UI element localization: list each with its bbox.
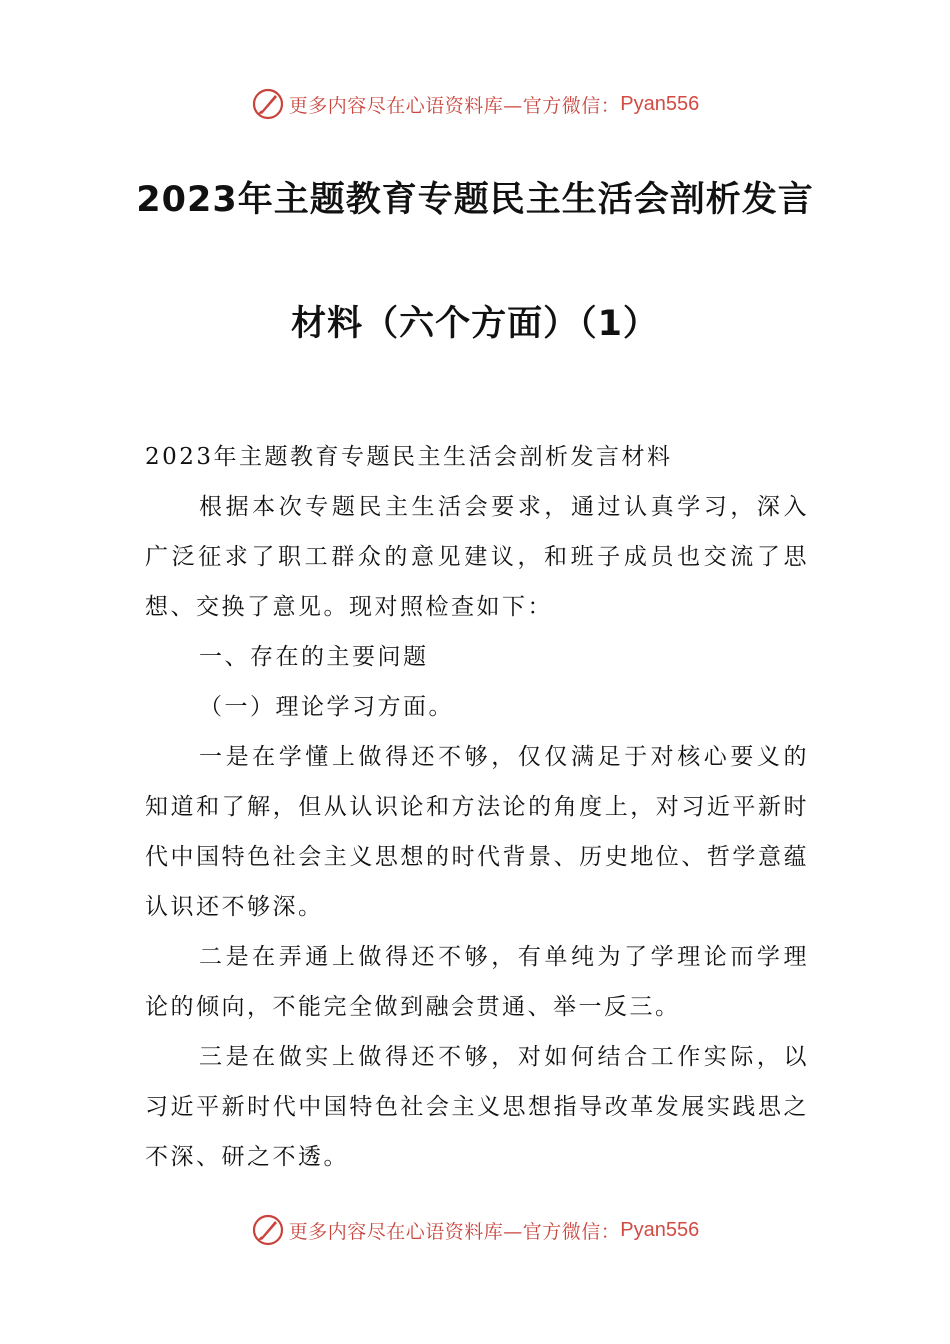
watermark-text: 更多内容尽在心语资料库—官方微信： [288,94,621,117]
paragraph-point-2: 二是在弄通上做得还不够，有单纯为了学理论而学理论的倾向，不能完全做到融会贯通、举一反三。 [145,944,809,1020]
paragraph-intro: 根据本次专题民主生活会要求，通过认真学习，深入广泛征求了职工群众的意见建议，和班子成员也交流了思想、交换了意见。现对照检查如下： [145,494,809,620]
quill-logo-icon [251,1213,285,1247]
document-title-line-2: 材料（六个方面）（1） [291,304,659,344]
quill-logo-icon [251,87,285,121]
paragraph-point-3: 三是在做实上做得还不够，对如何结合工作实际，以习近平新时代中国特色社会主义思想指导改革发展实践思之不深、研之不透。 [145,1044,809,1170]
watermark-wechat-id: Pyan556 [620,1218,700,1241]
header-watermark [0,84,950,124]
paragraph-point-1: 一是在学懂上做得还不够，仅仅满足于对核心要义的知道和了解，但从认识论和方法论的角度上，对习近平新时代中国特色社会主义思想的时代背景、历史地位、哲学意蕴认识还不够深。 [145,744,809,920]
section-heading: 一、存在的主要问题 [199,644,429,670]
footer-watermark [0,1210,950,1250]
watermark-wechat-id: Pyan556 [620,92,700,115]
subsection-heading: （一）理论学习方面。 [199,694,454,720]
watermark-text: 更多内容尽在心语资料库—官方微信： [288,1220,621,1243]
document-body [145,432,809,1182]
document-subtitle: 2023年主题教育专题民主生活会剖析发言材料 [145,444,673,470]
document-title-line-1: 2023年主题教育专题民主生活会剖析发言 [136,180,814,220]
